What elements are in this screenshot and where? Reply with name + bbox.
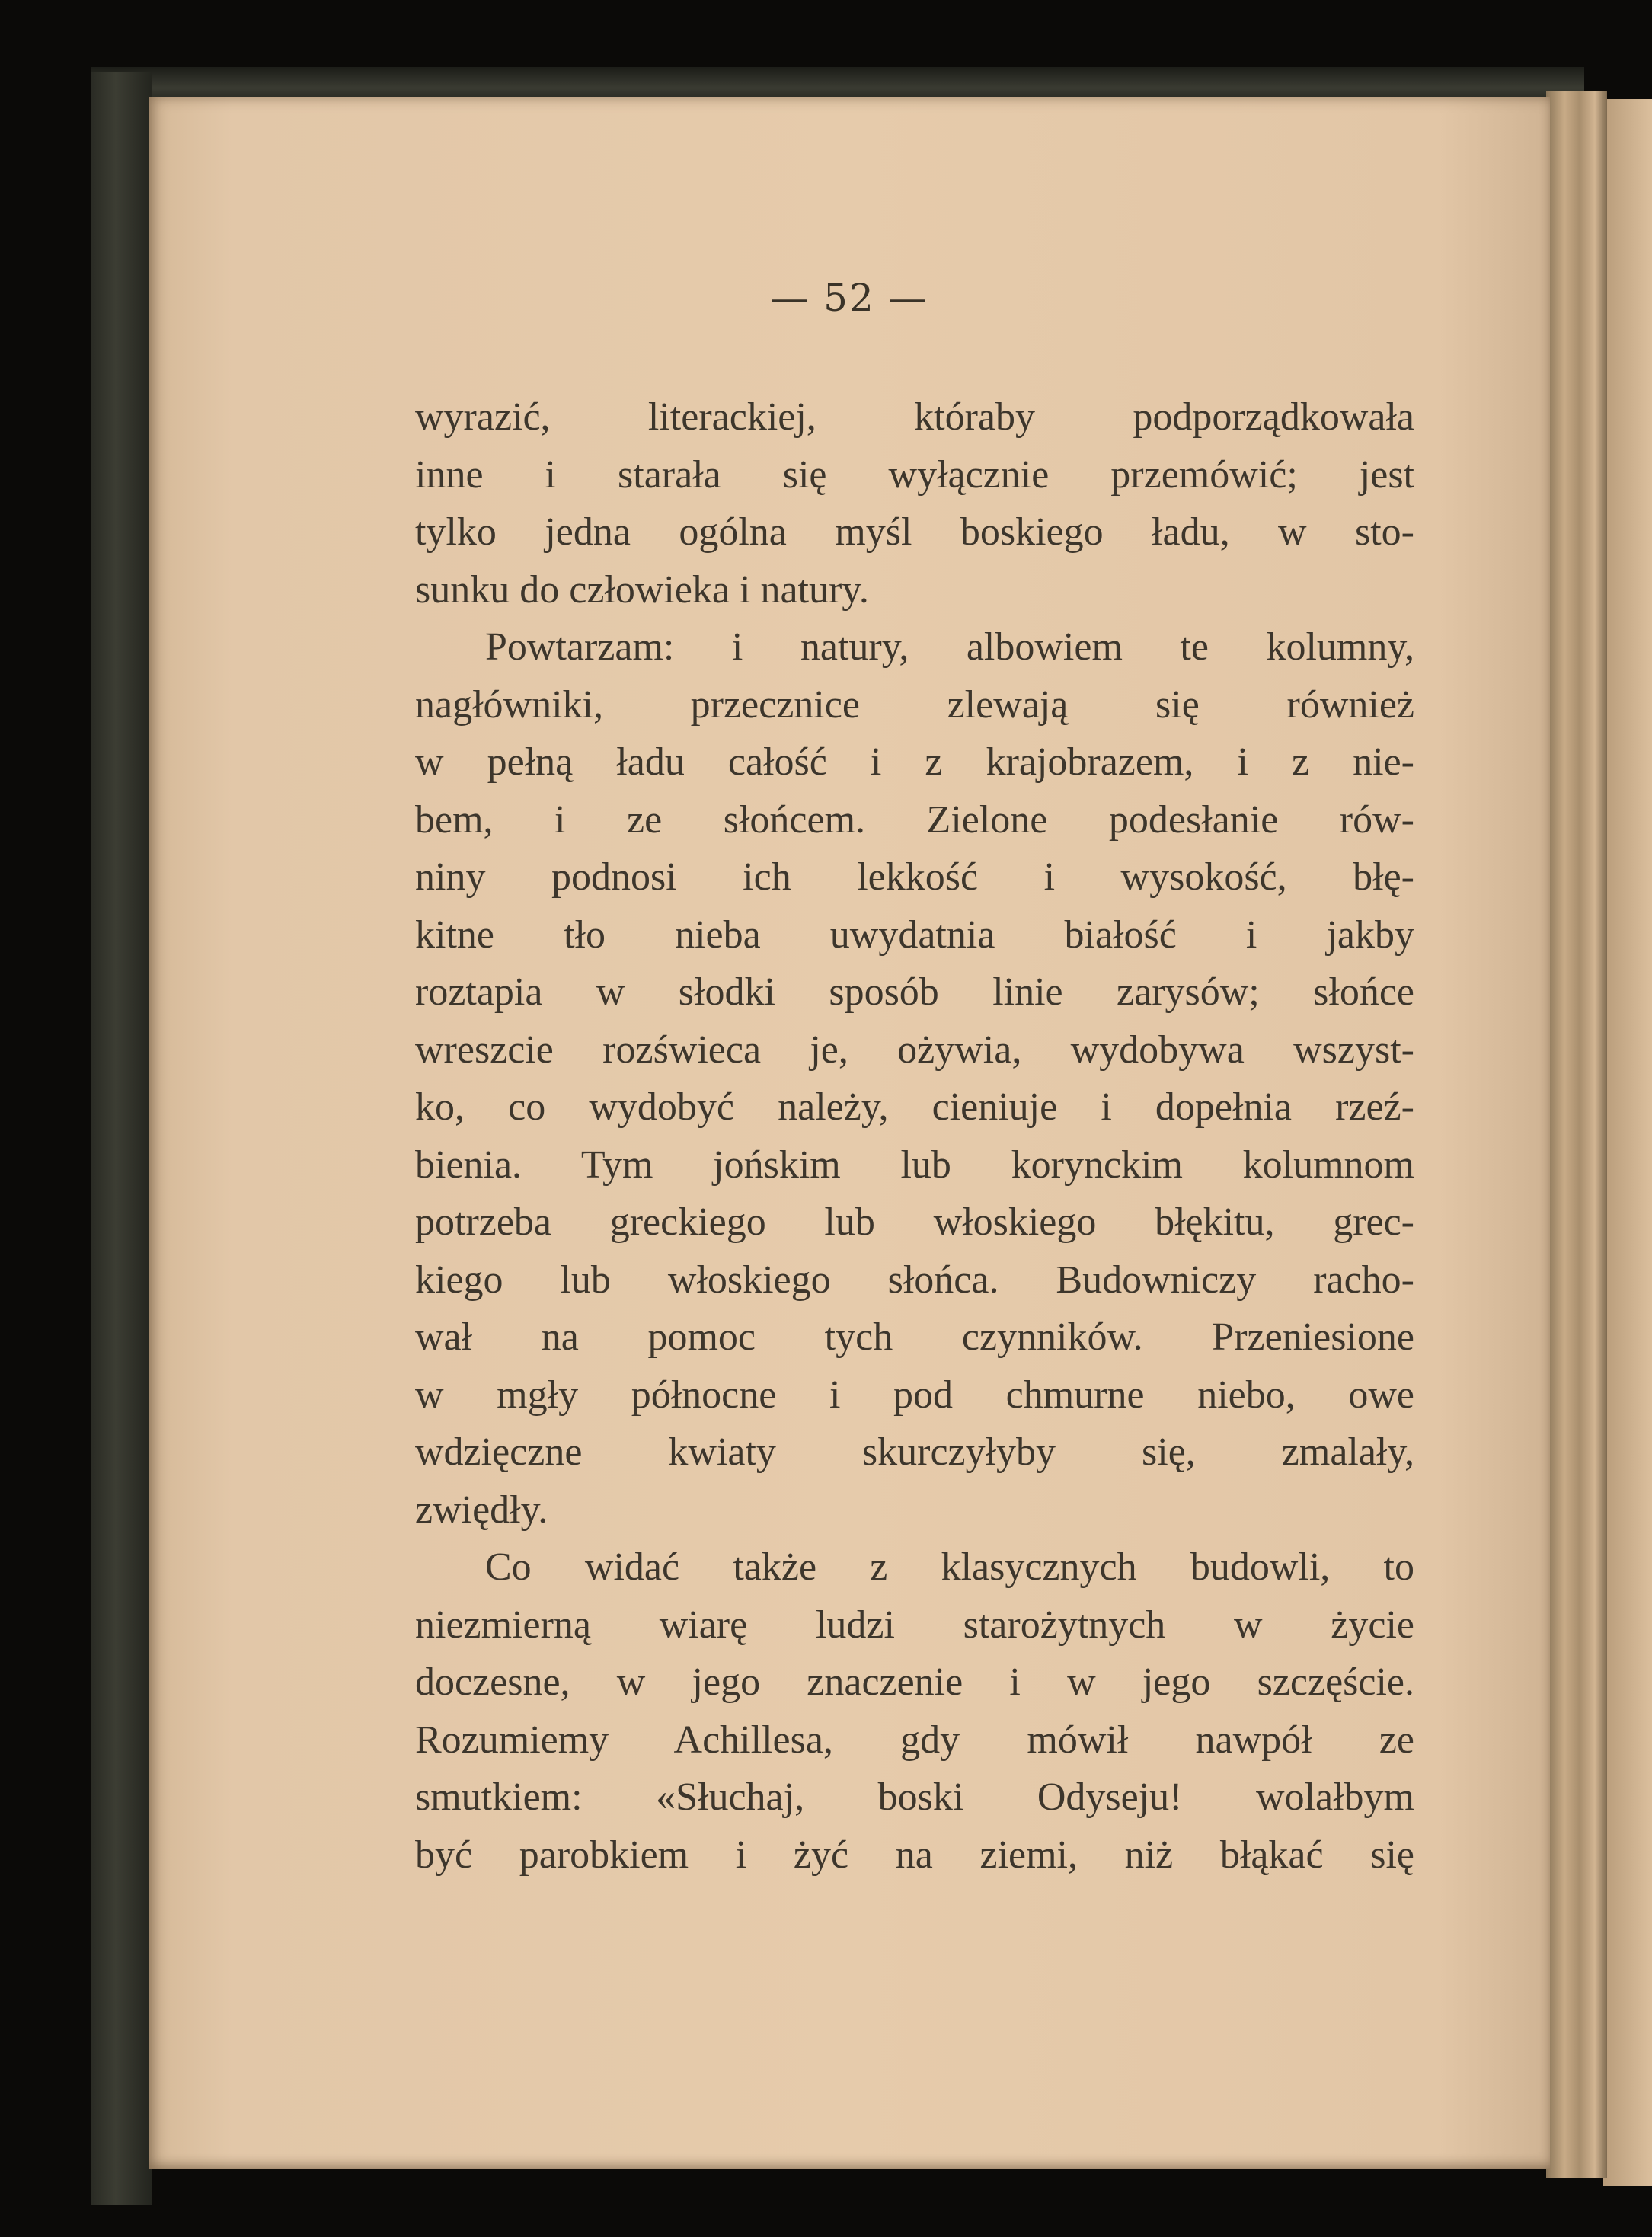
text-line: tylko jedna ogólna myśl boskiego ładu, w sto- (415, 510, 1414, 554)
text-line: niezmierną wiarę ludzi starożytnych w życie (415, 1603, 1414, 1647)
book-cover-spine (91, 72, 152, 2205)
page-gutter (1546, 91, 1607, 2178)
body-text (415, 388, 1414, 1884)
facing-page-strip (1603, 99, 1652, 2186)
text-line: Rozumiemy Achillesa, gdy mówił nawpół ze (415, 1718, 1414, 1762)
text-line: w pełną ładu całość i z krajobrazem, i z nie- (415, 740, 1414, 784)
text-line: wyrazić, literackiej, któraby podporządkowała (415, 395, 1414, 439)
text-line: w mgły północne i pod chmurne niebo, owe (415, 1373, 1414, 1417)
text-line: potrzeba greckiego lub włoskiego błękitu, grec- (415, 1200, 1414, 1244)
page-number: — 52 — (770, 276, 928, 320)
text-line: bienia. Tym jońskim lub korynckim kolumnom (415, 1142, 1414, 1187)
text-line: kiego lub włoskiego słońca. Budowniczy racho- (415, 1258, 1414, 1302)
text-line: Co widać także z klasycznych budowli, to (485, 1545, 1414, 1589)
text-line: Powtarzam: i natury, albowiem te kolumny, (485, 625, 1414, 669)
text-line: wał na pomoc tych czynników. Przeniesione (415, 1315, 1414, 1359)
text-line: zwiędły. (415, 1488, 548, 1532)
text-line: roztapia w słodki sposób linie zarysów; słońce (415, 970, 1414, 1014)
text-line: być parobkiem i żyć na ziemi, niż błąkać się (415, 1833, 1414, 1877)
text-line: inne i starała się wyłącznie przemówić; jest (415, 452, 1414, 497)
text-line: wdzięczne kwiaty skurczyłyby się, zmalały, (415, 1430, 1414, 1474)
text-line: wreszcie rozświeca je, ożywia, wydobywa wszyst- (415, 1027, 1414, 1072)
text-line: kitne tło nieba uwydatnia białość i jakby (415, 912, 1414, 957)
text-line: nagłówniki, przecznice zlewają się również (415, 682, 1414, 727)
text-line: niny podnosi ich lekkość i wysokość, błę- (415, 855, 1414, 899)
text-line: doczesne, w jego znaczenie i w jego szczęście. (415, 1660, 1414, 1704)
text-line: bem, i ze słońcem. Zielone podesłanie rów- (415, 797, 1414, 842)
text-line: ko, co wydobyć należy, cieniuje i dopełnia rzeź- (415, 1085, 1414, 1129)
text-line: sunku do człowieka i natury. (415, 567, 869, 612)
text-line: smutkiem: «Słuchaj, boski Odyseju! wolałbym (415, 1775, 1414, 1819)
